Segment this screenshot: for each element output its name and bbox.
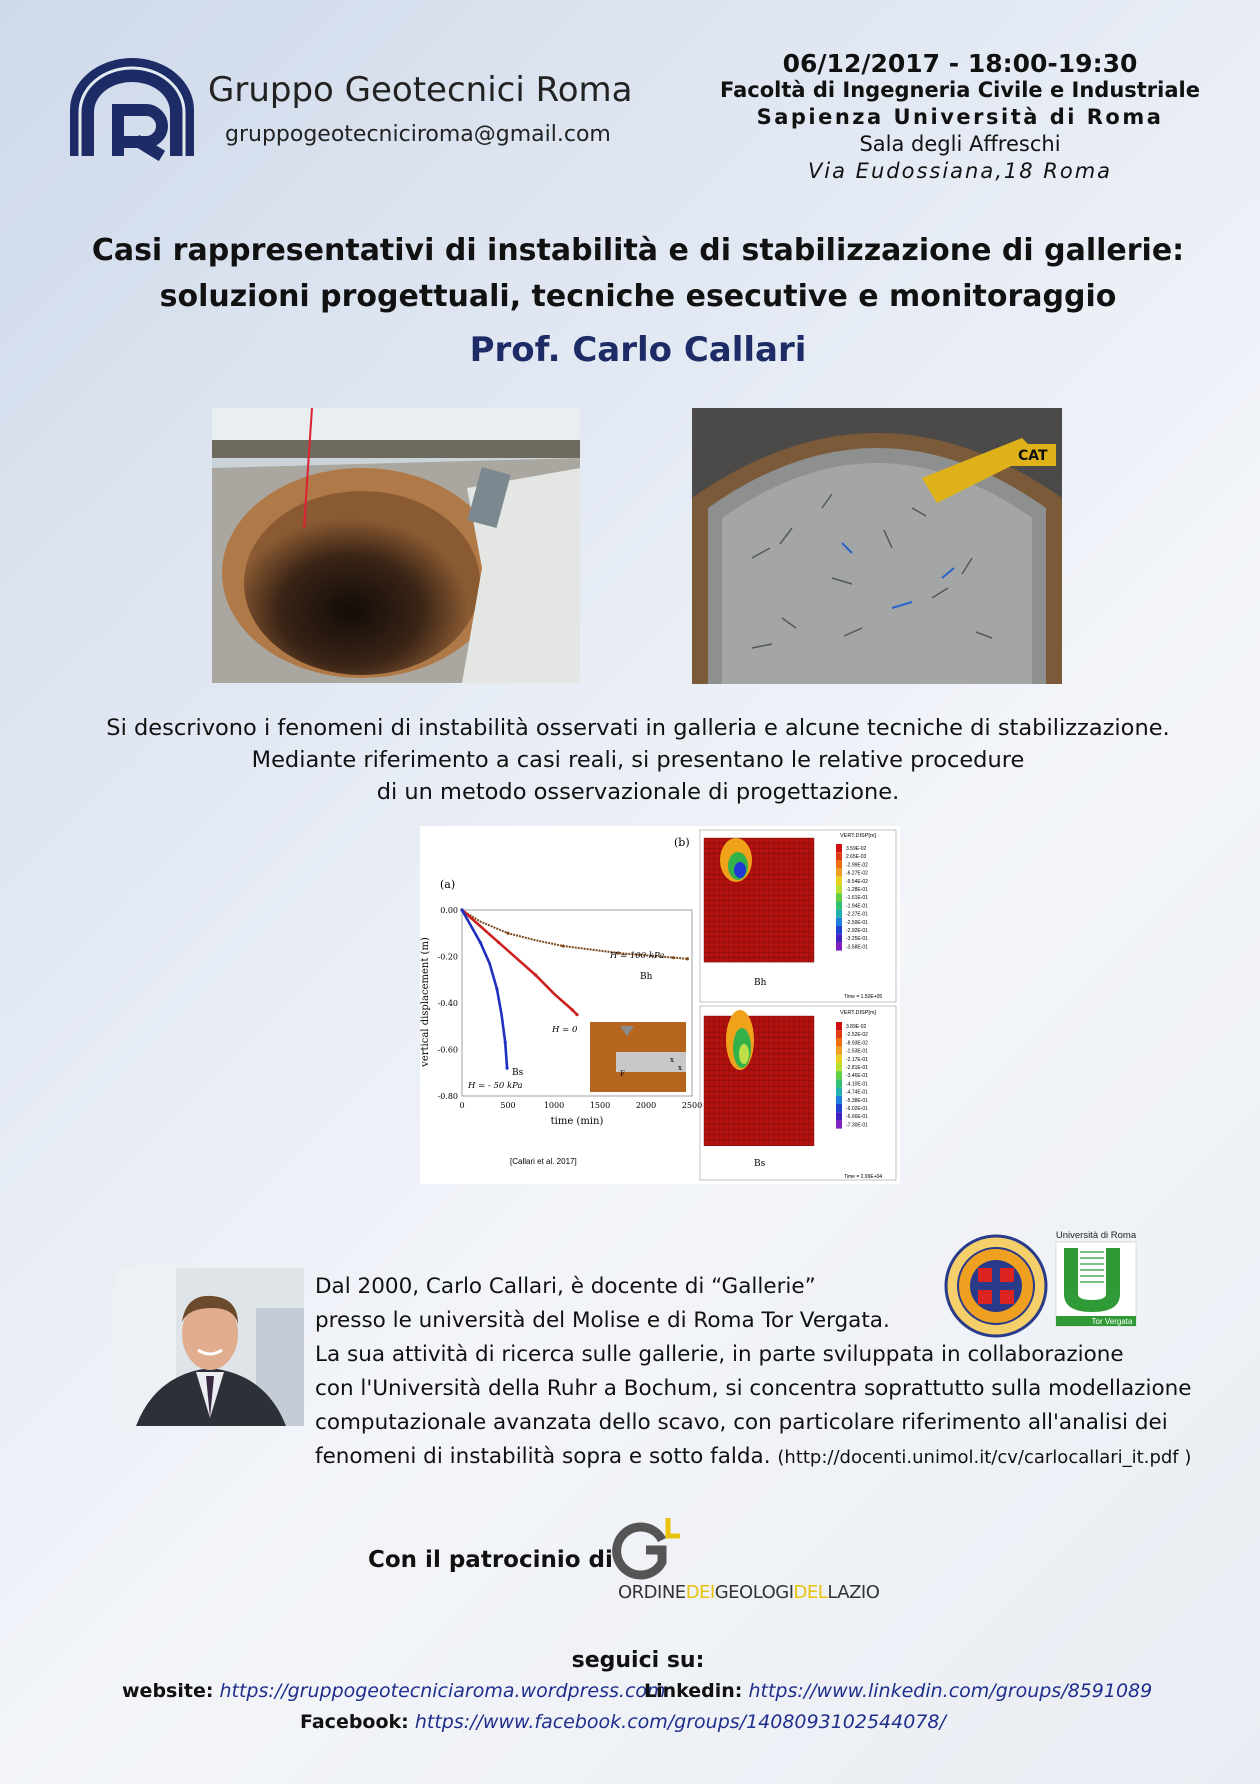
event-university: Sapienza Università di Roma bbox=[756, 105, 1164, 129]
panel-b-label: (b) bbox=[674, 836, 690, 849]
ordine-part-2: DEI bbox=[685, 1582, 715, 1603]
linkedin-link[interactable]: https://www.linkedin.com/groups/8591089 bbox=[748, 1680, 1153, 1702]
legend-value: -7.30E-01 bbox=[846, 1122, 868, 1129]
talk-title-line2: soluzioni progettuali, tecniche esecutive e monitoraggio bbox=[159, 279, 1117, 314]
x-tick-label: 1000 bbox=[543, 1101, 565, 1110]
series-point bbox=[562, 944, 565, 947]
x-tick-label: 1500 bbox=[589, 1101, 611, 1110]
series-point bbox=[534, 974, 537, 977]
legend-swatch bbox=[836, 1022, 842, 1030]
facebook-label: Facebook: bbox=[300, 1711, 409, 1733]
legend-swatch bbox=[836, 901, 842, 909]
legend-value: -1.61E-01 bbox=[846, 895, 868, 902]
legend-swatch bbox=[836, 910, 842, 918]
legend-swatch bbox=[836, 1055, 842, 1063]
legend-value: 3.59E-02 bbox=[846, 846, 867, 852]
description-line1: Si descrivono i fenomeni di instabilità osservati in galleria e alcune tecniche di stabilizzazione. bbox=[106, 715, 1170, 741]
series-point bbox=[672, 956, 675, 959]
series-point bbox=[495, 987, 498, 990]
series-point bbox=[506, 932, 509, 935]
legend-swatch bbox=[836, 942, 842, 950]
legend-value: -2.17E-01 bbox=[846, 1056, 868, 1063]
legend-swatch bbox=[836, 934, 842, 942]
x-tick-label: 500 bbox=[500, 1101, 516, 1110]
annotation-h-50: H = - 50 kPa bbox=[468, 1081, 523, 1091]
legend-swatch bbox=[836, 852, 842, 860]
description-line2: Mediante riferimento a casi reali, si presentano le relative procedure bbox=[251, 747, 1025, 773]
legend-swatch bbox=[836, 1038, 842, 1046]
figure-citation: [Callari et al. 2017] bbox=[510, 1157, 577, 1166]
tunnel-face-excavation-photo bbox=[692, 408, 1062, 684]
bio-line3: La sua attività di ricerca sulle gallerie, in parte sviluppata in collaborazione bbox=[315, 1342, 1124, 1367]
series-point bbox=[504, 1041, 507, 1044]
x-tick-label: 2000 bbox=[635, 1101, 657, 1110]
speaker-name: Prof. Carlo Callari bbox=[469, 330, 807, 370]
ordine-geologi-logo-mark bbox=[612, 1514, 682, 1580]
y-tick-label: -0.80 bbox=[437, 1092, 458, 1101]
series-point bbox=[505, 1067, 508, 1070]
legend-swatch bbox=[836, 1047, 842, 1055]
event-info bbox=[700, 50, 1220, 185]
inset-label-x2: x bbox=[678, 1064, 682, 1072]
bio-line4: con l'Università della Ruhr a Bochum, si concentra soprattutto sulla modellazione bbox=[315, 1376, 1192, 1401]
legend-swatch bbox=[836, 844, 842, 852]
ordine-part-3: GEOLOGI bbox=[714, 1582, 794, 1603]
ordine-part-1: ORDINE bbox=[618, 1582, 686, 1603]
x-tick-label: 2500 bbox=[681, 1101, 703, 1110]
legend-swatch bbox=[836, 893, 842, 901]
legend-value: -4.74E-01 bbox=[846, 1089, 868, 1096]
series-point bbox=[575, 1013, 578, 1016]
inset-label-f: F bbox=[620, 1070, 625, 1078]
tor-vergata-bottom-text: Tor Vergata bbox=[1091, 1317, 1133, 1326]
legend-value: -6.27E-02 bbox=[846, 870, 868, 877]
cat-logo-text: CAT bbox=[1018, 448, 1048, 464]
series-point bbox=[497, 941, 500, 944]
legend-value: -6.66E-01 bbox=[846, 1114, 868, 1121]
series-point bbox=[571, 1008, 574, 1011]
website-link[interactable]: https://gruppogeotecniciaroma.wordpress.com bbox=[219, 1680, 666, 1702]
legend-swatch bbox=[836, 877, 842, 885]
legend-title-bottom: VERT.DISP[m] bbox=[840, 1010, 876, 1016]
bio-cv-link[interactable]: (http://docenti.unimol.it/cv/carlocallari_it.pdf ) bbox=[777, 1447, 1192, 1468]
bio-line1: Dal 2000, Carlo Callari, è docente di “Gallerie” bbox=[315, 1274, 816, 1299]
legend-title-top: VERT.DISP[m] bbox=[840, 833, 876, 839]
legend-value: -2.92E-01 bbox=[846, 928, 868, 934]
y-tick-label: -0.60 bbox=[437, 1045, 458, 1055]
org-email: gruppogeotecniciroma@gmail.com bbox=[225, 122, 611, 147]
tor-vergata-top-text: Università di Roma bbox=[1055, 1230, 1137, 1241]
org-name: Gruppo Geotecnici Roma bbox=[208, 70, 633, 110]
legend-value: -2.59E-01 bbox=[846, 919, 868, 926]
annotation-h100: H = 100 kPa bbox=[610, 951, 665, 961]
legend-value: -9.54E-02 bbox=[846, 878, 868, 885]
legend-swatch bbox=[836, 1096, 842, 1104]
facebook-line bbox=[300, 1711, 946, 1733]
displacement-figure bbox=[420, 826, 900, 1184]
universita-molise-seal bbox=[944, 1234, 1048, 1338]
legend-swatch bbox=[836, 1071, 842, 1079]
tor-vergata-logo bbox=[1050, 1228, 1144, 1328]
website-label: website: bbox=[122, 1680, 214, 1702]
legend-value: 2.65E-03 bbox=[846, 854, 867, 861]
follow-label: seguici su: bbox=[571, 1648, 705, 1673]
series-point bbox=[460, 908, 463, 911]
legend-value: -3.58E-01 bbox=[846, 944, 868, 951]
event-datetime: 06/12/2017 - 18:00-19:30 bbox=[782, 49, 1138, 78]
talk-title-line1: Casi rappresentativi di instabilità e di stabilizzazione di gallerie: bbox=[91, 233, 1185, 268]
series-point bbox=[479, 941, 482, 944]
legend-value: -1.53E-01 bbox=[846, 1048, 868, 1055]
legend-swatch bbox=[836, 1112, 842, 1120]
bio-line2: presso le università del Molise e di Roma Tor Vergata. bbox=[315, 1308, 890, 1333]
annotation-h0: H = 0 bbox=[552, 1025, 578, 1035]
linkedin-line bbox=[644, 1680, 1152, 1702]
time-top: Time = 1.50E+05 bbox=[844, 994, 883, 1000]
legend-swatch bbox=[836, 918, 842, 926]
series-point bbox=[686, 957, 689, 960]
x-tick-label: 0 bbox=[459, 1101, 465, 1110]
legend-swatch bbox=[836, 1088, 842, 1096]
ordine-part-5: LAZIO bbox=[827, 1582, 880, 1603]
website-line bbox=[122, 1680, 666, 1702]
talk-title bbox=[40, 228, 1236, 320]
panel-a-label: (a) bbox=[440, 878, 456, 891]
legend-value: -1.28E-01 bbox=[846, 887, 868, 893]
legend-value: -8.93E-02 bbox=[846, 1040, 868, 1047]
bio-line6: fenomeni di instabilità sopra e sotto falda. bbox=[315, 1444, 771, 1469]
legend-value: -6.02E-01 bbox=[846, 1106, 868, 1112]
speaker-portrait-photo bbox=[116, 1268, 304, 1426]
linkedin-label: Linkedin: bbox=[644, 1680, 743, 1702]
x-axis-label: time (min) bbox=[550, 1116, 604, 1127]
patrocinio-label: Con il patrocinio di bbox=[368, 1547, 613, 1573]
legend-value: -2.52E-02 bbox=[846, 1032, 868, 1039]
tunnel-inset bbox=[590, 1022, 686, 1092]
facebook-link[interactable]: https://www.facebook.com/groups/1408093102544078/ bbox=[414, 1711, 946, 1733]
inset-label-x1: x bbox=[670, 1056, 674, 1064]
legend-swatch bbox=[836, 1079, 842, 1087]
sinkhole-photo bbox=[212, 408, 580, 683]
y-axis-label: vertical displacement (m) bbox=[420, 937, 431, 1067]
description bbox=[40, 712, 1236, 808]
gruppo-geotecnici-roma-logo bbox=[62, 52, 202, 162]
legend-value: 3.89E-02 bbox=[846, 1024, 867, 1030]
panel-top-label-bh: Bh bbox=[754, 978, 767, 988]
ordine-part-4: DEL bbox=[793, 1582, 828, 1603]
legend-swatch bbox=[836, 869, 842, 877]
y-tick-label: 0.00 bbox=[440, 906, 458, 915]
legend-swatch bbox=[836, 885, 842, 893]
time-bottom: Time = 2.99E+04 bbox=[844, 1174, 883, 1180]
event-faculty: Facoltà di Ingegneria Civile e Industriale bbox=[720, 78, 1200, 102]
panel-bottom-label-bs: Bs bbox=[754, 1159, 766, 1169]
legend-value: -2.81E-01 bbox=[846, 1065, 868, 1071]
legend-value: -5.38E-01 bbox=[846, 1097, 868, 1104]
legend-swatch bbox=[836, 1120, 842, 1128]
legend-swatch bbox=[836, 1104, 842, 1112]
annotation-bh: Bh bbox=[640, 972, 653, 982]
legend-value: -2.99E-02 bbox=[846, 862, 868, 869]
description-line3: di un metodo osservazionale di progettazione. bbox=[376, 779, 900, 805]
legend-swatch bbox=[836, 1030, 842, 1038]
annotation-bs: Bs bbox=[512, 1068, 524, 1078]
legend-value: -3.46E-01 bbox=[846, 1073, 868, 1080]
legend-value: -3.25E-01 bbox=[846, 936, 868, 943]
event-address: Via Eudossiana,18 Roma bbox=[807, 159, 1113, 183]
ordine-geologi-lazio-text bbox=[618, 1582, 879, 1603]
bio-line5: computazionale avanzata dello scavo, con particolare riferimento all'analisi dei bbox=[315, 1410, 1168, 1435]
y-tick-label: -0.20 bbox=[437, 952, 458, 962]
legend-swatch bbox=[836, 926, 842, 934]
legend-swatch bbox=[836, 860, 842, 868]
legend-value: -4.10E-01 bbox=[846, 1081, 868, 1088]
legend-value: -2.27E-01 bbox=[846, 911, 868, 918]
event-room: Sala degli Affreschi bbox=[859, 132, 1061, 156]
y-tick-label: -0.40 bbox=[437, 999, 458, 1008]
legend-value: -1.94E-01 bbox=[846, 903, 868, 910]
legend-swatch bbox=[836, 1063, 842, 1071]
